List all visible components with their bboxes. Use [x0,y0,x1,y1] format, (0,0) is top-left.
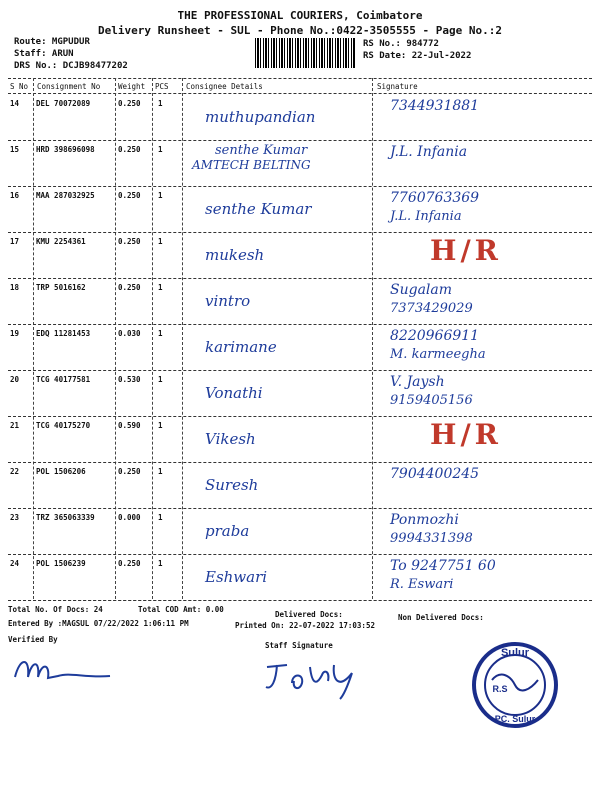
svg-text:R.S: R.S [492,684,508,694]
row-consignment-no: MAA 287032925 [36,191,95,200]
row-pcs: 1 [158,559,163,568]
document-title: THE PROFESSIONAL COURIERS, Coimbatore [177,9,423,22]
row-sno: 24 [10,559,20,568]
row-consignee-name: karimane [205,338,277,356]
verified-signature [10,652,120,692]
col-divider [152,78,153,599]
row-weight: 0.250 [118,467,141,476]
row-signature-note2: 7373429029 [390,301,473,316]
col-divider [372,78,373,599]
row-signature-note: J.L. Infania [390,144,468,160]
row-consignee-company: AMTECH BELTING [192,158,311,172]
col-header-sno: S No [10,82,29,91]
drs-number: DRS No.: DCJB98477202 [14,61,128,71]
row-signature-note2: 9159405156 [390,393,473,408]
row-signature-note2: M. karmeegha [390,347,486,362]
row-sno: 23 [10,513,20,522]
row-pcs: 1 [158,375,163,384]
row-signature-hr: H/R [430,234,502,267]
col-header-consignment: Consignment No [37,82,101,91]
row-consignment-no: POL 1506239 [36,559,86,568]
row-separator [8,278,592,279]
row-pcs: 1 [158,329,163,338]
row-separator [8,508,592,509]
row-signature-note: Ponmozhi [390,512,459,528]
col-header-signature: Signature [377,82,418,91]
row-pcs: 1 [158,283,163,292]
row-weight: 0.250 [118,145,141,154]
document-subtitle: Delivery Runsheet - SUL - Phone No.:0422-3505555 - Page No.:2 [98,24,502,37]
table-header-border [8,93,592,94]
col-divider [182,78,183,599]
row-pcs: 1 [158,145,163,154]
row-separator [8,140,592,141]
non-delivered-docs: Non Delivered Docs: [398,613,484,622]
row-weight: 0.250 [118,559,141,568]
row-weight: 0.250 [118,237,141,246]
row-weight: 0.250 [118,99,141,108]
row-sno: 22 [10,467,20,476]
row-weight: 0.250 [118,283,141,292]
total-docs: Total No. Of Docs: 24 [8,605,103,614]
row-weight: 0.530 [118,375,141,384]
row-weight: 0.030 [118,329,141,338]
row-consignment-no: TCG 40175270 [36,421,91,430]
row-sno: 19 [10,329,20,338]
row-consignment-no: KMU 2254361 [36,237,86,246]
col-header-consignee: Consignee Details [186,82,263,91]
row-separator [8,324,592,325]
row-pcs: 1 [158,421,163,430]
staff-signature-label: Staff Signature [265,641,333,650]
verified-by-label: Verified By [8,635,58,644]
row-consignee-name: muthupandian [205,108,316,126]
row-weight: 0.000 [118,513,141,522]
row-pcs: 1 [158,467,163,476]
row-signature-note2: J.L. Infania [390,209,462,224]
row-signature-note: To 9247751 60 [390,558,496,574]
post-office-stamp [470,640,560,730]
row-consignee-name: vintro [205,292,251,310]
row-sno: 15 [10,145,20,154]
col-divider [33,78,34,599]
route-label: Route: MGPUDUR [14,37,90,47]
row-separator [8,370,592,371]
row-pcs: 1 [158,513,163,522]
row-consignment-no: TRZ 365063339 [36,513,95,522]
row-consignee-name: praba [205,522,250,540]
row-sno: 18 [10,283,20,292]
row-consignee-name: Vonathi [205,384,263,402]
row-weight: 0.250 [118,191,141,200]
table-top-border [8,78,592,79]
total-cod: Total COD Amt: 0.00 [138,605,224,614]
row-consignment-no: HRD 398696098 [36,145,95,154]
svg-text:PC. Sulur: PC. Sulur [494,714,536,724]
row-signature-hr: H/R [430,418,502,451]
table-bottom-border [8,600,592,601]
col-header-pcs: PCS [155,82,169,91]
row-sno: 17 [10,237,20,246]
row-weight: 0.590 [118,421,141,430]
row-consignee-name: mukesh [205,246,265,264]
row-signature-note: 8220966911 [390,328,480,344]
row-consignee-name: senthe Kumar [215,143,308,158]
col-header-weight: Weight [118,82,146,91]
svg-text:Sulur: Sulur [500,647,530,659]
row-signature-note2: R. Eswari [390,577,454,592]
row-pcs: 1 [158,191,163,200]
staff-signature [262,655,372,700]
row-signature-note2: 9994331398 [390,531,473,546]
row-signature-note: 7904400245 [390,466,480,482]
delivered-docs: Delivered Docs: [275,610,343,619]
row-consignment-no: TRP 5016162 [36,283,86,292]
row-separator [8,554,592,555]
row-sno: 20 [10,375,20,384]
row-separator [8,462,592,463]
staff-label: Staff: ARUN [14,49,74,59]
row-consignee-name: Suresh [205,476,259,494]
row-separator [8,186,592,187]
row-signature-note: V. Jaysh [390,374,445,390]
row-signature-note: 7344931881 [390,98,480,114]
col-divider [115,78,116,599]
row-pcs: 1 [158,237,163,246]
entered-by: Entered By :MAGSUL 07/22/2022 1:06:11 PM [8,619,189,628]
row-separator [8,232,592,233]
row-sno: 16 [10,191,20,200]
row-sno: 21 [10,421,20,430]
printed-on: Printed On: 22-07-2022 17:03:52 [235,621,375,630]
rs-number: RS No.: 984772 [363,39,439,49]
row-signature-note: 7760763369 [390,190,480,206]
row-separator [8,416,592,417]
row-pcs: 1 [158,99,163,108]
row-consignee-name: Eshwari [205,568,268,586]
row-consignment-no: POL 1506206 [36,467,86,476]
row-sno: 14 [10,99,20,108]
rs-date: RS Date: 22-Jul-2022 [363,51,472,61]
row-consignment-no: EDQ 11281453 [36,329,91,338]
barcode [255,38,355,68]
row-consignee-name: senthe Kumar [205,200,312,218]
row-signature-note: Sugalam [390,282,453,298]
row-consignment-no: DEL 70072089 [36,99,91,108]
row-consignee-name: Vikesh [205,430,256,448]
row-consignment-no: TCG 40177581 [36,375,91,384]
